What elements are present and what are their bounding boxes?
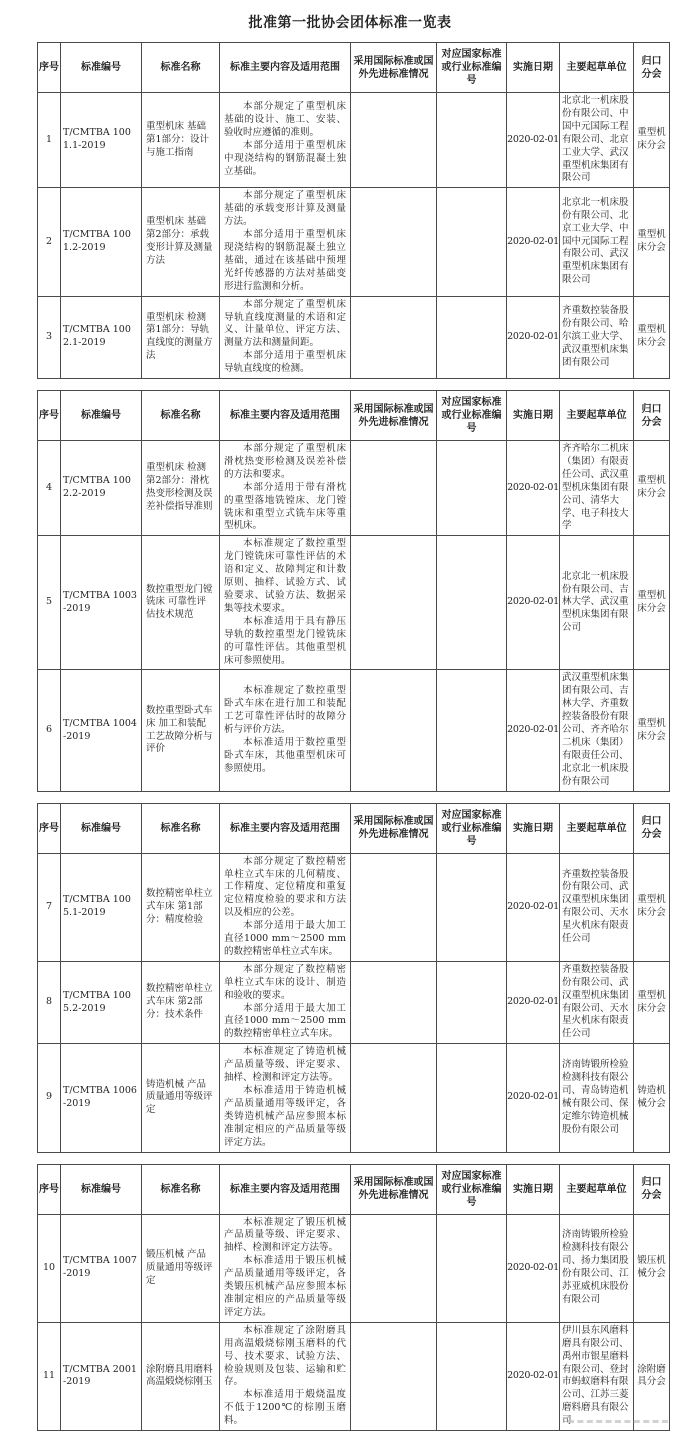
cell-branch: 铸造机械分会 (634, 1044, 670, 1152)
header-content-scope: 标准主要内容及适用范围 (220, 391, 351, 441)
cell-national-standard (437, 853, 507, 961)
header-standard-code: 标准编号 (61, 803, 142, 853)
cell-impl-date: 2020-02-01 (507, 296, 560, 378)
cell-standard-name: 重型机床 检测 第1部分：导轨直线度的测量方法 (142, 296, 220, 378)
content-paragraph: 本部分适用于重型机床导轨直线度的检测。 (224, 350, 346, 375)
cell-national-standard (437, 188, 507, 296)
header-standard-name: 标准名称 (142, 391, 220, 441)
cell-content-scope (220, 961, 351, 1043)
header-drafting-units: 主要起草单位 (560, 391, 634, 441)
header-branch: 归口分会 (634, 43, 670, 93)
header-drafting-units: 主要起草单位 (560, 43, 634, 93)
cell-content-scope (220, 1044, 351, 1152)
cell-standard-code: T/CMTBA 1004-2019 (61, 670, 142, 791)
header-impl-date: 实施日期 (507, 43, 560, 93)
header-row (38, 391, 670, 441)
header-seq: 序号 (38, 1164, 61, 1214)
content-paragraph: 本标准适用于锻压机械产品质量通用等级评定，各类锻压机械产品应参照本标准制定相应的产品质量等级评定方法。 (224, 1255, 346, 1318)
cell-seq: 8 (38, 961, 61, 1043)
content-paragraph: 本部分适用于重型机床中现浇结构的钢筋混凝土独立基础。 (224, 140, 346, 177)
cell-national-standard (437, 1214, 507, 1322)
table-row (38, 296, 670, 378)
cell-seq: 4 (38, 441, 61, 536)
cell-branch: 涂附磨具分会 (634, 1322, 670, 1430)
header-national-standard: 对应国家标准或行业标准编号 (437, 1164, 507, 1214)
header-content-scope: 标准主要内容及适用范围 (220, 43, 351, 93)
header-seq: 序号 (38, 803, 61, 853)
table-row (38, 1214, 670, 1322)
cell-seq: 11 (38, 1322, 61, 1430)
cell-seq: 3 (38, 296, 61, 378)
header-seq: 序号 (38, 43, 61, 93)
header-national-standard: 对应国家标准或行业标准编号 (437, 803, 507, 853)
cell-drafting-units: 齐重数控装备股份有限公司、武汉重型机床集团有限公司、天水星火机床有限责任公司 (560, 961, 634, 1043)
cell-national-standard (437, 536, 507, 670)
standards-table-section-3 (37, 803, 670, 1153)
content-paragraph: 本部分规定了重型机床滑枕热变形检测及误差补偿的方法和要求。 (224, 443, 346, 480)
cell-impl-date: 2020-02-01 (507, 1044, 560, 1152)
cell-standard-name: 涂附磨具用磨料高温煅烧棕刚玉 (142, 1322, 220, 1430)
cell-branch: 重型机床分会 (634, 961, 670, 1043)
header-intl-standard: 采用国际标准或国外先进标准情况 (351, 1164, 437, 1214)
header-branch: 归口分会 (634, 391, 670, 441)
content-paragraph: 本部分规定了数控精密单柱立式车床的设计、制造和验收的要求。 (224, 963, 346, 1001)
cell-seq: 7 (38, 853, 61, 961)
cell-standard-name: 重型机床 基础 第1部分：设计与施工指南 (142, 93, 220, 188)
cell-impl-date: 2020-02-01 (507, 853, 560, 961)
cell-content-scope (220, 1322, 351, 1430)
cell-content-scope (220, 853, 351, 961)
cell-content-scope (220, 1214, 351, 1322)
cell-impl-date: 2020-02-01 (507, 536, 560, 670)
cell-intl-standard (351, 853, 437, 961)
cell-national-standard (437, 1322, 507, 1430)
cell-branch: 重型机床分会 (634, 670, 670, 791)
cell-drafting-units: 齐重数控装备股份有限公司、哈尔滨工业大学、武汉重型机床集团有限公司 (560, 296, 634, 378)
cell-intl-standard (351, 296, 437, 378)
cell-standard-code: T/CMTBA 1006-2019 (61, 1044, 142, 1152)
header-branch: 归口分会 (634, 1164, 670, 1214)
cell-standard-name: 数控精密单柱立式车床 第1部分：精度检验 (142, 853, 220, 961)
cell-national-standard (437, 93, 507, 188)
watermark-fragment (568, 1420, 668, 1423)
content-paragraph: 本标准规定了涂附磨具用高温煅烧棕刚玉磨料的代号、技术要求、试验方法、检验规则及包装、运输和贮存。 (224, 1324, 346, 1388)
table-row (38, 1044, 670, 1152)
header-seq: 序号 (38, 391, 61, 441)
cell-branch: 重型机床分会 (634, 536, 670, 670)
cell-content-scope (220, 536, 351, 670)
content-paragraph: 本部分规定了数控精密单柱立式车床的几何精度、工作精度、定位精度和重复定位精度检验的要求和方法以及相应的公差。 (224, 855, 346, 919)
standards-table-section-2 (37, 390, 670, 792)
cell-intl-standard (351, 1214, 437, 1322)
cell-intl-standard (351, 1322, 437, 1430)
cell-standard-name: 重型机床 检测 第2部分：滑枕热变形检测及误差补偿指导准则 (142, 441, 220, 536)
header-intl-standard: 采用国际标准或国外先进标准情况 (351, 391, 437, 441)
cell-drafting-units: 济南铸锻所检验检测科技有限公司、扬力集团股份有限公司、江苏亚威机床股份有限公司 (560, 1214, 634, 1322)
cell-standard-code: T/CMTBA 1002.1-2019 (61, 296, 142, 378)
cell-standard-name: 数控精密单柱立式车床 第2部分：技术条件 (142, 961, 220, 1043)
header-row (38, 43, 670, 93)
cell-impl-date: 2020-02-01 (507, 961, 560, 1043)
table-row (38, 93, 670, 188)
cell-intl-standard (351, 188, 437, 296)
cell-intl-standard (351, 670, 437, 791)
cell-drafting-units: 武汉重型机床集团有限公司、吉林大学、齐重数控装备股份有限公司、齐齐哈尔二机床（集团）有限责任公司、北京北一机床股份有限公司 (560, 670, 634, 791)
content-paragraph: 本部分规定了重型机床基础的承载变形计算及测量方法。 (224, 190, 346, 228)
content-paragraph: 本部分适用于带有滑枕的重型落地铣镗床、龙门镗铣床和重型立式铣车床等重型机床。 (224, 481, 346, 532)
header-standard-name: 标准名称 (142, 803, 220, 853)
cell-impl-date: 2020-02-01 (507, 670, 560, 791)
table-row (38, 853, 670, 961)
header-drafting-units: 主要起草单位 (560, 1164, 634, 1214)
content-paragraph: 本标准规定了铸造机械产品质量等级、评定要求、抽样、检测和评定方法等。 (224, 1046, 346, 1084)
cell-impl-date: 2020-02-01 (507, 441, 560, 536)
cell-content-scope (220, 93, 351, 188)
header-impl-date: 实施日期 (507, 1164, 560, 1214)
header-drafting-units: 主要起草单位 (560, 803, 634, 853)
content-paragraph: 本部分规定了重型机床导轨直线度测量的术语和定义、计量单位、评定方法、测量方法和测量间距。 (224, 298, 346, 349)
table-row (38, 188, 670, 296)
cell-drafting-units: 齐重数控装备股份有限公司、武汉重型机床集团有限公司、天水星火机床有限责任公司 (560, 853, 634, 961)
content-paragraph: 本部分适用于最大加工直径1000 mm～2500 mm的数控精密单柱立式车床。 (224, 1002, 346, 1040)
cell-standard-name: 铸造机械 产品质量通用等级评定 (142, 1044, 220, 1152)
cell-branch: 重型机床分会 (634, 441, 670, 536)
header-content-scope: 标准主要内容及适用范围 (220, 803, 351, 853)
cell-intl-standard (351, 961, 437, 1043)
header-standard-name: 标准名称 (142, 1164, 220, 1214)
table-row (38, 961, 670, 1043)
standards-table-section-4 (37, 1164, 670, 1432)
cell-impl-date: 2020-02-01 (507, 1322, 560, 1430)
content-paragraph: 本标准适用于数控重型卧式车床，其他重型机床可参照使用。 (224, 736, 346, 774)
cell-branch: 锻压机械分会 (634, 1214, 670, 1322)
cell-seq: 2 (38, 188, 61, 296)
header-branch: 归口分会 (634, 803, 670, 853)
cell-seq: 1 (38, 93, 61, 188)
content-paragraph: 本标准规定了锻压机械产品质量等级、评定要求、抽样、检测和评定方法等。 (224, 1216, 346, 1254)
cell-content-scope (220, 670, 351, 791)
header-intl-standard: 采用国际标准或国外先进标准情况 (351, 803, 437, 853)
content-paragraph: 本标准规定了数控重型龙门镗铣床可靠性评估的术语和定义、故障判定和计数原则、抽样、试验方式、试验要求、试验方法、数据采集等技术要求。 (224, 538, 346, 614)
table-row (38, 670, 670, 791)
cell-standard-code: T/CMTBA 1005.1-2019 (61, 853, 142, 961)
content-paragraph: 本部分规定了重型机床基础的设计、施工、安装、验收时应遵循的准则。 (224, 101, 346, 139)
header-content-scope: 标准主要内容及适用范围 (220, 1164, 351, 1214)
cell-national-standard (437, 296, 507, 378)
page-title: 批准第一批协会团体标准一览表 (248, 15, 452, 31)
header-standard-code: 标准编号 (61, 43, 142, 93)
cell-content-scope (220, 441, 351, 536)
cell-standard-code: T/CMTBA 1003-2019 (61, 536, 142, 670)
cell-drafting-units: 北京北一机床股份有限公司、中国中元国际工程有限公司、北京工业大学、武汉重型机床集团有限公司 (560, 93, 634, 188)
cell-national-standard (437, 961, 507, 1043)
cell-branch: 重型机床分会 (634, 853, 670, 961)
cell-standard-name: 数控重型卧式车床 加工和装配工艺故障分析与评价 (142, 670, 220, 791)
header-impl-date: 实施日期 (507, 391, 560, 441)
cell-impl-date: 2020-02-01 (507, 93, 560, 188)
header-standard-name: 标准名称 (142, 43, 220, 93)
header-row (38, 1164, 670, 1214)
cell-impl-date: 2020-02-01 (507, 188, 560, 296)
cell-intl-standard (351, 441, 437, 536)
content-paragraph: 本标准适用于铸造机械产品质量通用等级评定，各类铸造机械产品应参照本标准制定相应的产品质量等级评定方法。 (224, 1085, 346, 1148)
header-impl-date: 实施日期 (507, 803, 560, 853)
cell-drafting-units: 伊川县东风磨料磨具有限公司、禹州市银星磨料有限公司、登封市蚂蚁磨料有限公司、江苏三菱磨料磨具有限公司 (560, 1322, 634, 1430)
table-row (38, 536, 670, 670)
header-intl-standard: 采用国际标准或国外先进标准情况 (351, 43, 437, 93)
cell-national-standard (437, 670, 507, 791)
header-standard-code: 标准编号 (61, 1164, 142, 1214)
cell-branch: 重型机床分会 (634, 188, 670, 296)
table-row (38, 1322, 670, 1430)
cell-branch: 重型机床分会 (634, 93, 670, 188)
cell-intl-standard (351, 536, 437, 670)
header-national-standard: 对应国家标准或行业标准编号 (437, 391, 507, 441)
content-paragraph: 本部分适用于最大加工直径1000 mm～2500 mm的数控精密单柱立式车床。 (224, 920, 346, 957)
cell-standard-code: T/CMTBA 1001.2-2019 (61, 188, 142, 296)
standards-table-section-1 (37, 42, 670, 379)
cell-seq: 5 (38, 536, 61, 670)
header-row (38, 803, 670, 853)
cell-content-scope (220, 296, 351, 378)
content-paragraph: 本标准规定了数控重型卧式车床在进行加工和装配工艺可靠性评估时的故障分析与评价方法。 (224, 685, 346, 736)
table-row (38, 441, 670, 536)
cell-standard-name: 锻压机械 产品质量通用等级评定 (142, 1214, 220, 1322)
cell-drafting-units: 北京北一机床股份有限公司、北京工业大学、中国中元国际工程有限公司、武汉重型机床集团有限公司 (560, 188, 634, 296)
cell-standard-code: T/CMTBA 1007-2019 (61, 1214, 142, 1322)
cell-intl-standard (351, 1044, 437, 1152)
cell-national-standard (437, 1044, 507, 1152)
cell-intl-standard (351, 93, 437, 188)
cell-standard-code: T/CMTBA 1001.1-2019 (61, 93, 142, 188)
header-standard-code: 标准编号 (61, 391, 142, 441)
cell-content-scope (220, 188, 351, 296)
cell-standard-name: 重型机床 基础 第2部分：承载变形计算及测量方法 (142, 188, 220, 296)
cell-drafting-units: 齐齐哈尔二机床（集团）有限责任公司、武汉重型机床集团有限公司、清华大学、电子科技大学 (560, 441, 634, 536)
cell-standard-code: T/CMTBA 1005.2-2019 (61, 961, 142, 1043)
cell-branch: 重型机床分会 (634, 296, 670, 378)
cell-drafting-units: 北京北一机床股份有限公司、吉林大学、武汉重型机床集团有限公司 (560, 536, 634, 670)
cell-standard-name: 数控重型龙门镗铣床 可靠性评估技术规范 (142, 536, 220, 670)
cell-seq: 9 (38, 1044, 61, 1152)
cell-seq: 10 (38, 1214, 61, 1322)
header-national-standard: 对应国家标准或行业标准编号 (437, 43, 507, 93)
content-paragraph: 本标准适用于具有静压导轨的数控重型龙门镗铣床的可靠性评估。其他重型机床可参照使用。 (224, 615, 346, 666)
content-paragraph: 本标准适用于煅烧温度不低于1200℃的棕刚玉磨料。 (224, 1389, 346, 1427)
cell-standard-code: T/CMTBA 1002.2-2019 (61, 441, 142, 536)
cell-standard-code: T/CMTBA 2001-2019 (61, 1322, 142, 1430)
content-paragraph: 本部分适用于重型机床现浇结构的钢筋混凝土独立基础，通过在该基础中预埋光纤传感器的方法对基础变形进行监测和分析。 (224, 229, 346, 292)
cell-impl-date: 2020-02-01 (507, 1214, 560, 1322)
cell-drafting-units: 济南铸锻所检验检测科技有限公司、青岛铸造机械有限公司、保定维尔铸造机械股份有限公司 (560, 1044, 634, 1152)
cell-national-standard (437, 441, 507, 536)
cell-seq: 6 (38, 670, 61, 791)
